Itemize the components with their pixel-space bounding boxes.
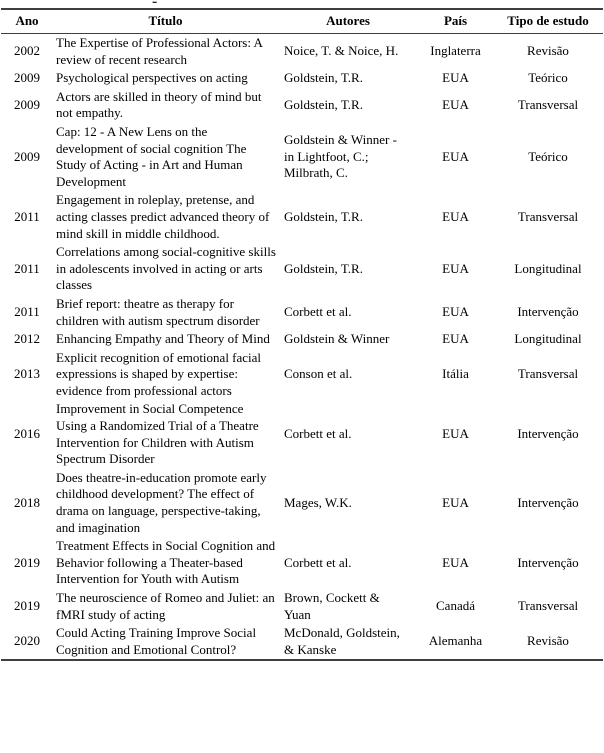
- table-row: [1, 69, 603, 88]
- cell-autores: Corbett et al.: [284, 304, 352, 320]
- table-row: [1, 537, 603, 589]
- cell-titulo: Explicit recognition of emotional facial expressions is shaped by expertise: evidence from professional actors: [56, 349, 262, 398]
- cell-titulo: Could Acting Training Improve Social Cognition and Emotional Control?: [56, 625, 257, 657]
- cell-autores: Corbett et al.: [284, 426, 352, 442]
- cell-autores: Goldstein, T.R.: [284, 97, 363, 113]
- cell-ano: 2002: [14, 43, 40, 59]
- cell-titulo: The neuroscience of Romeo and Juliet: an fMRI study of acting: [56, 590, 275, 622]
- cell-pais: EUA: [442, 260, 469, 276]
- cell-tipo: Intervenção: [517, 554, 579, 570]
- cell-ano: 2009: [14, 70, 40, 86]
- studies-table: [1, 8, 603, 661]
- cell-titulo: Enhancing Empathy and Theory of Mind: [56, 331, 270, 347]
- table-row: [1, 469, 603, 537]
- table-row: [1, 349, 603, 401]
- cell-pais: Itália: [442, 366, 469, 382]
- table-row: [1, 243, 603, 295]
- table-row: [1, 624, 603, 660]
- cell-ano: 2011: [14, 208, 40, 224]
- column-header-titulo: Título: [53, 9, 278, 34]
- cell-titulo: Engagement in roleplay, pretense, and acting classes predict advanced theory of mind skill in middle childhood.: [56, 192, 270, 241]
- cell-titulo: Improvement in Social Competence Using a Randomized Trial of a Theatre Intervention for Children with Autism Spectrum Disorder: [56, 401, 259, 467]
- cell-autores: Goldstein & Winner - in Lightfoot, C.; Milbrath, C.: [284, 132, 397, 181]
- cell-ano: 2013: [14, 366, 40, 382]
- cell-titulo: Correlations among social-cognitive skills in adolescents involved in acting or arts classes: [56, 244, 276, 293]
- column-header-pais: País: [418, 9, 493, 34]
- cell-pais: EUA: [442, 331, 469, 347]
- cell-tipo: Longitudinal: [514, 331, 582, 347]
- table-row: [1, 295, 603, 330]
- table-row: [1, 88, 603, 123]
- cell-tipo: Intervenção: [517, 304, 579, 320]
- cell-pais: EUA: [442, 70, 469, 86]
- cell-autores: Corbett et al.: [284, 554, 352, 570]
- cell-pais: EUA: [442, 208, 469, 224]
- cell-titulo: Actors are skilled in theory of mind but not empathy.: [56, 88, 262, 121]
- column-header-ano: Ano: [1, 9, 53, 34]
- cell-autores: Goldstein & Winner: [284, 331, 390, 347]
- cell-pais: EUA: [442, 304, 469, 320]
- cell-ano: 2011: [14, 304, 40, 320]
- cell-tipo: Transversal: [517, 598, 579, 614]
- cell-ano: 2009: [14, 97, 40, 113]
- cell-pais: EUA: [442, 426, 469, 442]
- cell-tipo: Revisão: [527, 633, 569, 649]
- cell-titulo: The Expertise of Professional Actors: A review of recent research: [56, 35, 263, 67]
- cell-titulo: Psychological perspectives on acting: [56, 70, 248, 86]
- cell-tipo: Revisão: [527, 43, 569, 59]
- cell-pais: EUA: [442, 554, 469, 570]
- cell-ano: 2009: [14, 148, 40, 164]
- cell-ano: 2020: [14, 633, 40, 649]
- cell-pais: EUA: [442, 148, 469, 164]
- cell-pais: Canadá: [436, 598, 475, 614]
- cell-pais: Alemanha: [428, 633, 483, 649]
- cell-autores: McDonald, Goldstein, & Kanske: [284, 625, 400, 657]
- cell-autores: Brown, Cockett & Yuan: [284, 590, 380, 622]
- cell-titulo: Brief report: theatre as therapy for children with autism spectrum disorder: [56, 295, 260, 328]
- cell-pais: EUA: [442, 97, 469, 113]
- cell-ano: 2016: [14, 426, 40, 442]
- table-header-row: [1, 9, 603, 34]
- cell-ano: 2018: [14, 494, 40, 510]
- cell-autores: Conson et al.: [284, 366, 353, 382]
- column-header-tipo: Tipo de estudo: [493, 9, 603, 34]
- cell-tipo: Intervenção: [517, 494, 579, 510]
- cell-autores: Mages, W.K.: [284, 494, 352, 510]
- cell-tipo: Teórico: [528, 70, 568, 86]
- caption-fragment-dash: -: [152, 0, 158, 10]
- table-row: [1, 330, 603, 349]
- cell-titulo: Does theatre-in-education promote early childhood development? The effect of drama on language, perspective-taking, and imagination: [56, 469, 267, 535]
- cell-tipo: Longitudinal: [514, 260, 582, 276]
- cell-tipo: Transversal: [517, 208, 579, 224]
- cell-tipo: Transversal: [517, 366, 579, 382]
- table-row: [1, 400, 603, 468]
- column-header-autores: Autores: [278, 9, 418, 34]
- table-row: [1, 589, 603, 624]
- cell-titulo: Treatment Effects in Social Cognition and Behavior following a Theater-based Intervention for Youth with Autism: [56, 538, 276, 587]
- cell-autores: Goldstein, T.R.: [284, 70, 363, 86]
- cell-pais: Inglaterra: [430, 43, 481, 59]
- cell-ano: 2019: [14, 598, 40, 614]
- cell-tipo: Teórico: [528, 148, 568, 164]
- cell-ano: 2012: [14, 331, 40, 347]
- cell-titulo: Cap: 12 - A New Lens on the development of social cognition The Study of Acting - in Art and Human Development: [56, 123, 247, 189]
- table-row: [1, 123, 603, 191]
- cell-pais: EUA: [442, 494, 469, 510]
- cell-ano: 2011: [14, 260, 40, 276]
- cell-ano: 2019: [14, 554, 40, 570]
- cell-autores: Goldstein, T.R.: [284, 208, 363, 224]
- table-row: [1, 34, 603, 70]
- table-row: [1, 191, 603, 243]
- cell-tipo: Transversal: [517, 97, 579, 113]
- cell-tipo: Intervenção: [517, 426, 579, 442]
- cell-autores: Goldstein, T.R.: [284, 260, 363, 276]
- cell-autores: Noice, T. & Noice, H.: [284, 43, 399, 59]
